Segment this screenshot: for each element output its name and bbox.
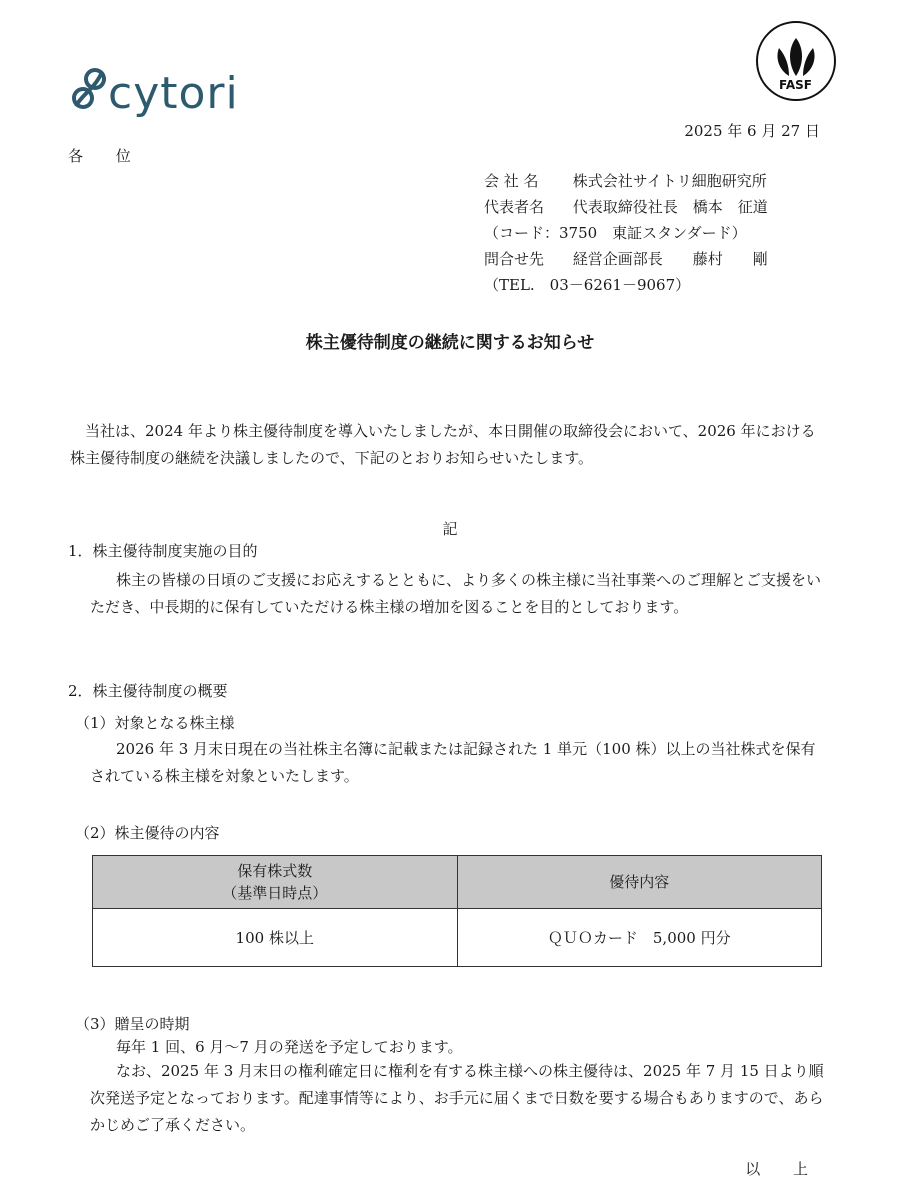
section2-3-heading: （3）贈呈の時期 (75, 1015, 190, 1033)
benefit-table (92, 855, 822, 967)
cell-shares: 100 株以上 (93, 909, 458, 967)
section2-3-body2: なお、2025 年 3 月末日の権利確定日に権利を有する株主様への株主優待は、2025 年 7 月 15 日より順次発送予定となっております。配達事情等により、お手元に届くまで日数を要する場合もありますので、あらかじめご了承ください。 (90, 1062, 824, 1134)
representative-row (484, 194, 768, 220)
intro-paragraph: 当社は、2024 年より株主優待制度を導入いたしましたが、本日開催の取締役会において、2026 年における株主優待制度の継続を決議しましたので、下記のとおりお知らせいたします。 (70, 422, 816, 467)
issue-date: 2025 年 6 月 27 日 (684, 122, 820, 140)
section2-2-heading: （2）株主優待の内容 (75, 824, 220, 842)
section2-heading: 2．株主優待制度の概要 (68, 682, 228, 700)
table-header-shares (93, 856, 458, 909)
contact-person: 経営企画部長 藤村 剛 (572, 250, 768, 268)
section2-1-body: 2026 年 3 月末日現在の当社株主名簿に記載または記録された 1 単元（100 株）以上の当社株式を保有されている株主様を対象といたします。 (90, 740, 816, 785)
section2-3-body1: 毎年 1 回、6 月～7 月の発送を予定しております。 (116, 1038, 463, 1056)
table-header-benefit: 優待内容 (457, 856, 822, 909)
representative-label: 代表者名 (484, 198, 545, 216)
company-name-row (484, 168, 768, 194)
addressee: 各 位 (68, 147, 145, 165)
company-info (484, 168, 768, 298)
cell-benefit: ＱＵＯカード 5,000 円分 (457, 909, 822, 967)
company-logo (68, 62, 248, 128)
closing-mark: 以 上 (745, 1160, 822, 1178)
company-name: 株式会社サイトリ細胞研究所 (572, 172, 767, 190)
header-shares-line1: 保有株式数 (237, 862, 313, 880)
header-shares-line2: （基準日時点） (222, 884, 328, 902)
logo-text: cytori (108, 68, 239, 119)
section2-1-heading: （1）対象となる株主様 (75, 714, 235, 732)
document-title: 株主優待制度の継続に関するお知らせ (305, 333, 595, 353)
representative: 代表取締役社長 橋本 征道 (572, 198, 768, 216)
contact-row (484, 246, 768, 272)
logo-mark-icon (68, 62, 110, 122)
table-row (93, 909, 822, 967)
section1-body: 株主の皆様の日頃のご支援にお応えするとともに、より多くの株主様に当社事業へのご理解とご支援をいただき、中長期的に保有していただける株主様の増加を図ることを目的としております。 (90, 571, 822, 616)
contact-label: 問合せ先 (484, 250, 545, 268)
fasf-seal (755, 20, 837, 102)
stock-code: （コード：3750 東証スタンダード） (484, 224, 747, 242)
company-name-label: 会 社 名 (484, 172, 539, 190)
telephone: （TEL. 03－6261－9067） (484, 276, 691, 294)
section1-heading: 1．株主優待制度実施の目的 (68, 542, 258, 560)
ki-marker: 記 (442, 520, 458, 538)
seal-text: FASF (779, 78, 812, 92)
table-header-row (93, 856, 822, 909)
